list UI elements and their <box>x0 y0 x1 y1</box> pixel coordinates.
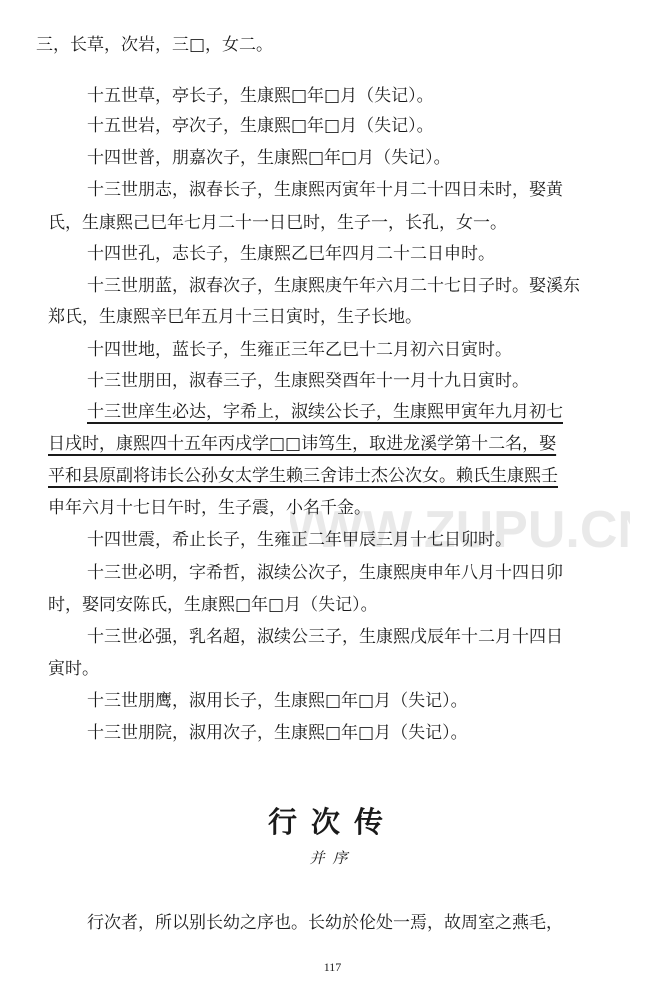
text-line: 十四世普，朋嘉次子，生康熙□年□月（失记）。 <box>87 148 451 168</box>
text-line: 十四世震，希止长子，生雍正二年甲辰三月十七日卯时。 <box>87 530 512 550</box>
text-line: 十三世朋鹰，淑用长子，生康熙□年□月（失记）。 <box>87 691 468 711</box>
text-line: 十三世朋蓝，淑春次子，生康熙庚午年六月二十七日子时。娶溪东 <box>87 276 580 296</box>
watermark-text: WW.ZUPU.C <box>314 501 618 559</box>
text-line: 十三世必强，乳名超，淑续公三子，生康熙戊辰年十二月十四日 <box>87 627 563 647</box>
text-line: 氏，生康熙己巳年七月二十一日巳时，生子一，长孔，女一。 <box>48 213 507 233</box>
text-line: 申年六月十七日午时，生子震，小名千金。 <box>48 498 371 518</box>
section-title: 行次传 <box>267 805 397 839</box>
text-line: 十四世地，蓝长子，生雍正三年乙巳十二月初六日寅时。 <box>87 340 512 360</box>
text-line-underlined <box>0 401 665 423</box>
page-number: 117 <box>323 960 342 974</box>
text-line: 十四世孔，志长子，生康熙乙巳年四月二十二日申时。 <box>87 244 495 264</box>
text-line-underlined <box>0 465 665 487</box>
underlined-text: 十三世庠生必达，字希上，淑续公长子，生康熙甲寅年九月初七 <box>87 402 563 422</box>
underlined-text: 平和县原副将讳长公孙女太学生赖三舍讳士杰公次女。赖氏生康熙壬 <box>48 466 558 486</box>
text-line: 郑氏，生康熙辛巳年五月十三日寅时，生子长地。 <box>48 307 422 327</box>
section-subtitle: 并序 <box>309 849 356 867</box>
text-line: 寅时。 <box>48 659 99 679</box>
text-line: 十三世朋院，淑用次子，生康熙□年□月（失记）。 <box>87 723 468 743</box>
text-line: 十三世朋田，淑春三子，生康熙癸酉年十一月十九日寅时。 <box>87 371 529 391</box>
text-line: 十三世必明，字希哲，淑续公次子，生康熙庚申年八月十四日卯 <box>87 563 563 583</box>
text-line: 十三世朋志，淑春长子，生康熙丙寅年十月二十四日未时，娶黄 <box>87 180 563 200</box>
underlined-text: 日戌时，康熙四十五年丙戌学□□讳笃生，取进龙溪学第十二名，娶 <box>48 434 557 454</box>
text-line: 三，长草，次岩，三□，女二。 <box>36 35 274 55</box>
text-line-underlined <box>0 433 665 455</box>
text-line: 行次者，所以别长幼之序也。长幼於伦处一焉，故周室之燕毛， <box>87 913 563 933</box>
text-line: 时，娶同安陈氏，生康熙□年□月（失记）。 <box>48 595 378 615</box>
text-line: 十五世草，亭长子，生康熙□年□月（失记）。 <box>87 86 434 106</box>
text-line: 十五世岩，亭次子，生康熙□年□月（失记）。 <box>87 116 434 136</box>
